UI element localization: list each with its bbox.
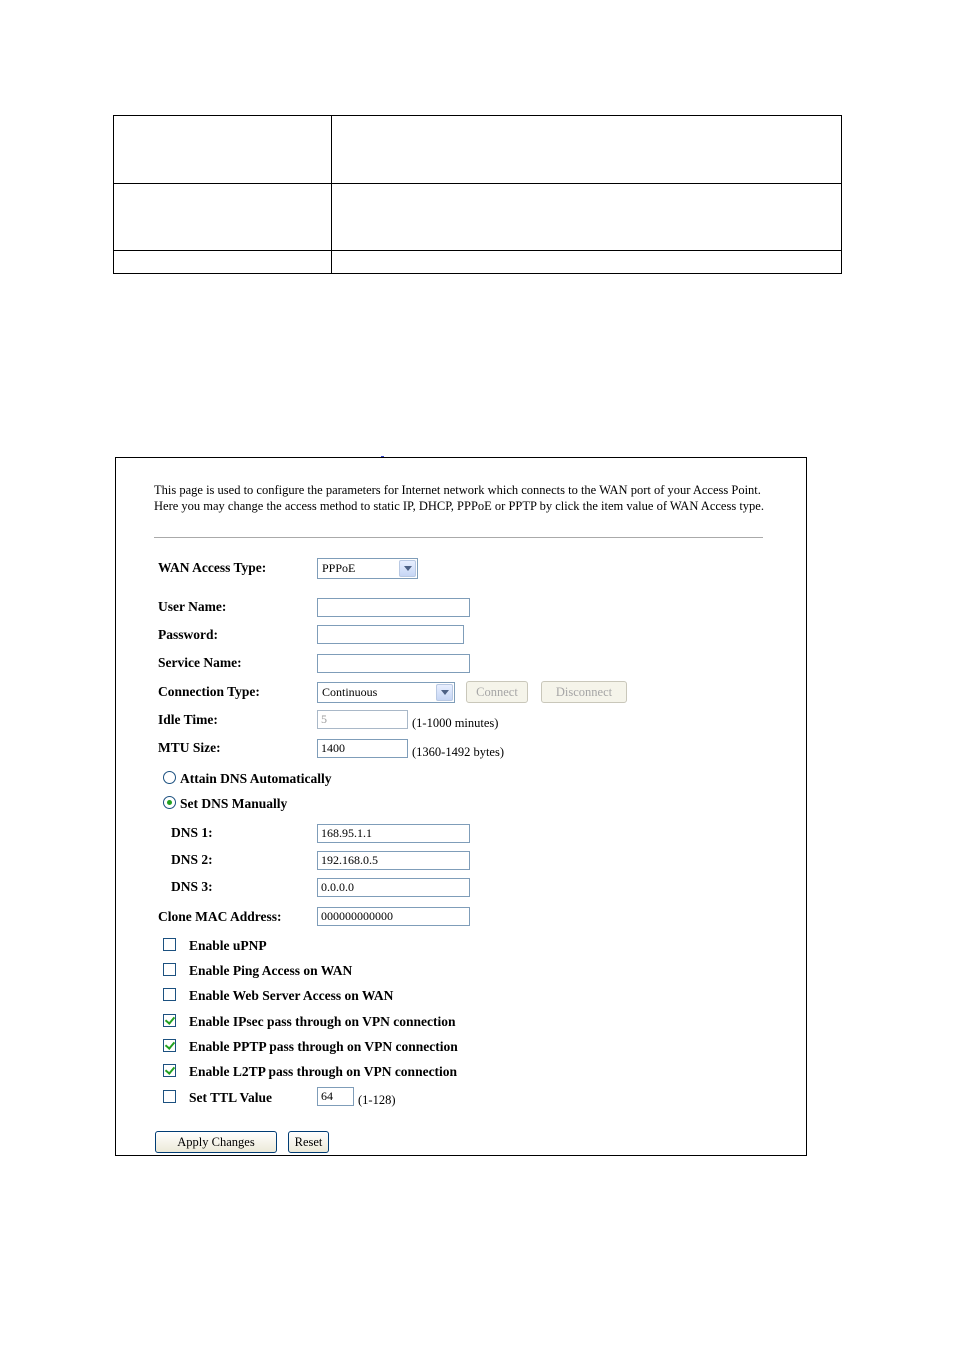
clone-mac-input[interactable] — [317, 907, 470, 926]
password-label: Password: — [158, 627, 218, 642]
wan-settings-panel — [115, 457, 807, 1156]
table-cell — [332, 184, 842, 251]
dns2-label: DNS 2: — [171, 852, 213, 867]
enable-pptp-passthrough-label: Enable PPTP pass through on VPN connection — [189, 1039, 458, 1054]
table-cell — [114, 116, 332, 184]
service-name-input[interactable] — [317, 654, 470, 673]
apply-changes-button[interactable]: Apply Changes — [155, 1131, 277, 1153]
connection-type-select[interactable] — [317, 682, 455, 703]
mtu-size-label: MTU Size: — [158, 740, 221, 755]
separator-line — [154, 537, 763, 538]
ttl-value-input[interactable] — [317, 1087, 354, 1106]
attain-dns-radio[interactable] — [163, 771, 176, 784]
enable-web-server-access-checkbox[interactable] — [163, 988, 176, 1001]
idle-time-input[interactable] — [317, 710, 408, 729]
enable-web-server-access-label: Enable Web Server Access on WAN — [189, 988, 394, 1003]
chevron-down-icon — [436, 684, 453, 701]
enable-ping-access-label: Enable Ping Access on WAN — [189, 963, 353, 978]
document-table — [113, 115, 842, 274]
clone-mac-label: Clone MAC Address: — [158, 909, 282, 924]
user-name-label: User Name: — [158, 599, 227, 614]
enable-pptp-passthrough-checkbox[interactable] — [163, 1039, 176, 1052]
table-cell — [114, 251, 332, 274]
dns3-label: DNS 3: — [171, 879, 213, 894]
enable-ping-access-checkbox[interactable] — [163, 963, 176, 976]
enable-ipsec-passthrough-label: Enable IPsec pass through on VPN connection — [189, 1014, 456, 1029]
enable-l2tp-passthrough-label: Enable L2TP pass through on VPN connection — [189, 1064, 458, 1079]
dns2-input[interactable] — [317, 851, 470, 870]
disconnect-button[interactable]: Disconnect — [541, 681, 627, 703]
table-cell — [114, 184, 332, 251]
service-name-label: Service Name: — [158, 655, 242, 670]
attain-dns-label: Attain DNS Automatically — [180, 771, 332, 786]
set-ttl-checkbox[interactable] — [163, 1090, 176, 1103]
dns1-input[interactable] — [317, 824, 470, 843]
idle-time-label: Idle Time: — [158, 712, 218, 727]
reset-button[interactable]: Reset — [288, 1131, 329, 1153]
dns3-input[interactable] — [317, 878, 470, 897]
set-ttl-label: Set TTL Value — [189, 1090, 273, 1105]
table-cell — [332, 116, 842, 184]
ttl-hint: (1-128) — [358, 1093, 396, 1107]
set-dns-manually-radio[interactable] — [163, 796, 176, 809]
connection-type-value: Continuous — [322, 685, 378, 699]
mtu-size-input[interactable] — [317, 739, 408, 758]
table-cell — [332, 251, 842, 274]
wan-access-type-value: PPPoE — [322, 561, 356, 575]
enable-ipsec-passthrough-checkbox[interactable] — [163, 1014, 176, 1027]
enable-upnp-label: Enable uPNP — [189, 938, 267, 953]
connection-type-label: Connection Type: — [158, 684, 260, 699]
connect-button[interactable]: Connect — [466, 681, 528, 703]
password-input[interactable] — [317, 625, 464, 644]
chevron-down-icon — [399, 560, 416, 577]
enable-upnp-checkbox[interactable] — [163, 938, 176, 951]
set-dns-manually-label: Set DNS Manually — [180, 796, 288, 811]
mtu-size-hint: (1360-1492 bytes) — [412, 745, 504, 759]
wan-access-type-label: WAN Access Type: — [158, 560, 267, 575]
user-name-input[interactable] — [317, 598, 470, 617]
dns1-label: DNS 1: — [171, 825, 213, 840]
wan-access-type-select[interactable] — [317, 558, 418, 579]
enable-l2tp-passthrough-checkbox[interactable] — [163, 1064, 176, 1077]
intro-text: This page is used to configure the parameters for Internet network which connects to the WAN port of your Access Point. Here you may change the access method to static IP, DHCP, PPPoE or PPTP by click the item value of WAN Access type. — [154, 483, 764, 513]
idle-time-hint: (1-1000 minutes) — [412, 716, 499, 730]
